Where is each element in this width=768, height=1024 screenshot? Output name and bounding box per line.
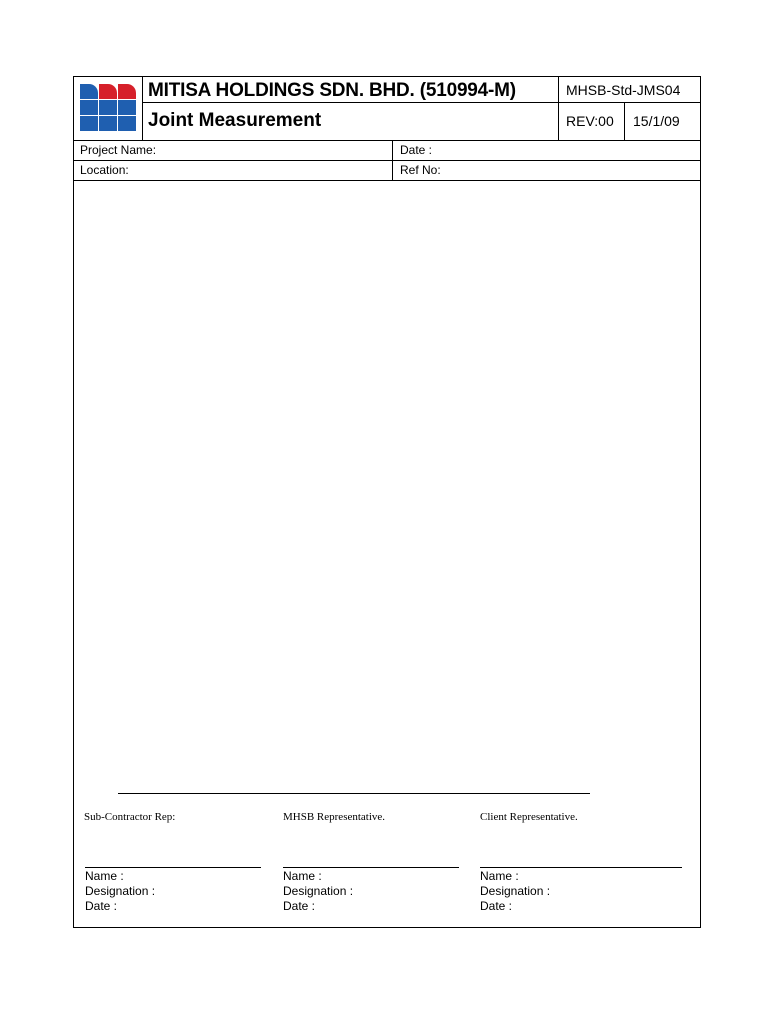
client-date-field: Date : <box>480 899 513 913</box>
subcontractor-date-field: Date : <box>85 899 118 913</box>
company-logo <box>80 84 137 134</box>
mhsb-date-field: Date : <box>283 899 316 913</box>
location-label: Location: <box>80 163 129 177</box>
subcontractor-rep-title: Sub-Contractor Rep: <box>84 811 176 823</box>
info-row-divider <box>74 160 700 161</box>
logo-cell <box>80 84 98 99</box>
logo-cell <box>99 116 117 131</box>
client-name-field: Name : <box>480 869 519 883</box>
logo-cell <box>80 116 98 131</box>
signature-top-border <box>118 793 590 794</box>
company-name: MITISA HOLDINGS SDN. BHD. (510994-M) <box>148 80 516 101</box>
joint-measurement-form <box>73 76 701 928</box>
info-divider <box>392 140 393 180</box>
mhsb-rep-title: MHSB Representative. <box>283 811 386 823</box>
header-bottom-border <box>74 140 700 141</box>
logo-divider <box>142 77 143 140</box>
client-rep-title: Client Representative. <box>480 811 578 823</box>
subcontractor-name-field: Name : <box>85 869 124 883</box>
logo-cell <box>99 84 117 99</box>
logo-cell <box>118 84 136 99</box>
measurement-area[interactable] <box>74 181 700 793</box>
logo-cell <box>80 100 98 115</box>
client-designation-field: Designation : <box>480 884 551 898</box>
logo-cell <box>118 100 136 115</box>
ref-no-label: Ref No: <box>400 163 441 177</box>
subcontractor-designation-field: Designation : <box>85 884 156 898</box>
logo-cell <box>118 116 136 131</box>
mhsb-name-field: Name : <box>283 869 322 883</box>
subcontractor-signature-line <box>85 867 261 868</box>
client-signature-line <box>480 867 682 868</box>
mhsb-signature-line <box>283 867 459 868</box>
document-code: MHSB-Std-JMS04 <box>566 82 681 98</box>
revision-date: 15/1/09 <box>633 113 680 129</box>
rev-divider <box>624 102 625 140</box>
mhsb-designation-field: Designation : <box>283 884 354 898</box>
revision-number: REV:00 <box>566 113 614 129</box>
code-divider <box>558 77 559 140</box>
date-label: Date : <box>400 143 433 157</box>
project-name-label: Project Name: <box>80 143 157 157</box>
logo-cell <box>99 100 117 115</box>
form-title: Joint Measurement <box>148 110 322 131</box>
